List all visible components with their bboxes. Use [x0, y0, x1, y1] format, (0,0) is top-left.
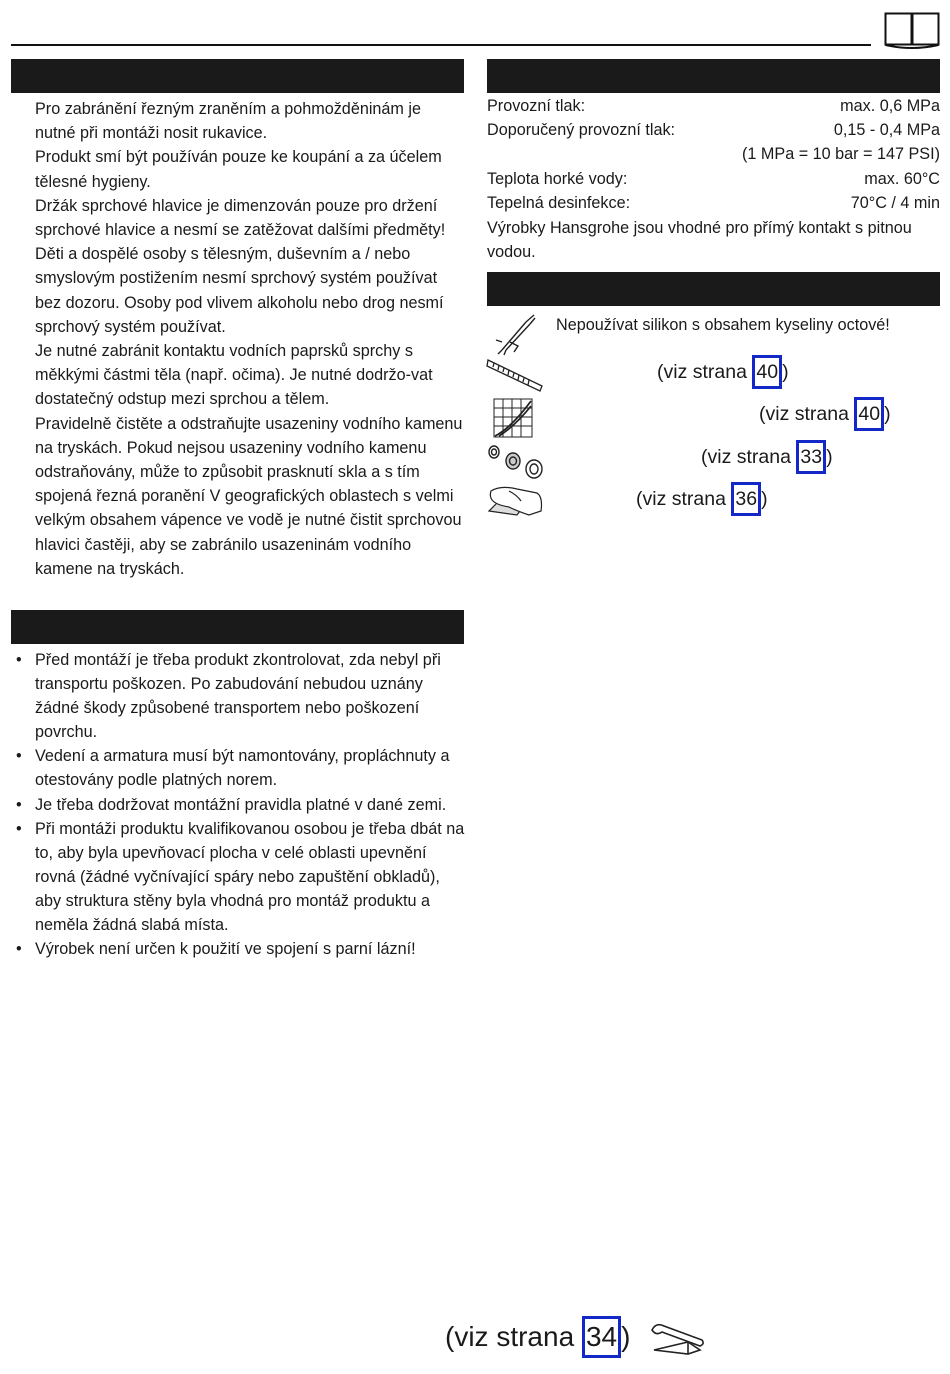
list-item: • Výrobek není určen k použití ve spojení s parní lázní!	[14, 937, 466, 961]
list-item: • Před montáží je třeba produkt zkontrolovat, zda nebyl při transportu poškozen. Po zabudování nebudou uznány žádné škody způsobené transportem nebo poškození povrchu.	[14, 648, 466, 744]
page-link[interactable]: 33	[796, 440, 826, 474]
technical-data-section-bar	[487, 59, 940, 93]
installation-list	[14, 648, 466, 961]
spec-value: 70°C / 4 min	[850, 193, 940, 212]
spec-row	[487, 94, 940, 118]
page-reference: (viz strana 40 )	[759, 397, 891, 431]
flow-diagram-icon	[493, 398, 533, 438]
top-rule	[11, 44, 871, 46]
list-item: • Je třeba dodržovat montážní pravidla platné v dané zemi.	[14, 793, 466, 817]
safety-paragraph: Pro zabránění řezným zraněním a pohmožděninám je nutné při montáži nosit rukavice.	[35, 100, 422, 143]
spec-note: Výrobky Hansgrohe jsou vhodné pro přímý kontakt s pitnou vodou.	[487, 219, 912, 262]
book-icon	[884, 12, 940, 50]
safety-paragraph: Držák sprchové hlavice je dimenzován pouze pro držení sprchové hlavice a nesmí se zatěžovat dalšími předměty!	[35, 196, 446, 240]
safety-section-bar	[11, 59, 464, 93]
spec-value: 0,15 - 0,4 MPa	[833, 121, 940, 140]
footer-page-reference: (viz strana 34 )	[445, 1316, 630, 1358]
silicone-warning: Nepoužívat silikon s obsahem kyseliny octové!	[556, 316, 890, 334]
spec-row	[487, 167, 940, 191]
spec-value: max. 0,6 MPa	[840, 97, 940, 115]
page-link[interactable]: 36	[731, 482, 761, 516]
technical-data	[487, 94, 940, 264]
page-reference: (viz strana 36 )	[636, 482, 768, 516]
safety-paragraph: Produkt smí být používán pouze ke koupání a za účelem tělesné hygieny.	[35, 148, 442, 191]
silicone-gun-icon	[490, 312, 538, 356]
page-reference: (viz strana 33 )	[701, 440, 833, 474]
spec-value: (1 MPa = 10 bar = 147 PSI)	[742, 145, 940, 164]
spec-label: Tepelná desinfekce:	[487, 193, 631, 212]
spec-label: Doporučený provozní tlak:	[487, 121, 676, 140]
page-link[interactable]: 40	[752, 355, 782, 389]
connector-parts-icon	[487, 443, 545, 479]
page-reference: (viz strana 40 )	[657, 355, 789, 389]
cleaning-hand-icon	[487, 481, 545, 521]
page-link[interactable]: 34	[582, 1316, 621, 1358]
safety-text	[35, 97, 465, 581]
safety-paragraph: Děti a dospělé osoby s tělesným, duševním a / nebo smyslovým postižením nesmí sprchový systém používat bez dozoru. Osoby pod vlivem alkoholu nebo drog nesmí sprchový systém používat.	[35, 245, 444, 336]
list-item: • Při montáži produktu kvalifikovanou osobou je třeba dbát na to, aby byla upevňovací plocha v celé oblasti upevnění rovná (žádné vyčnívající spáry nebo zapuštění obkladů), aby struktura stěny byla vhodná pro montáž produktu a neměla žádná slabá místa.	[14, 817, 466, 937]
spec-label: Provozní tlak:	[487, 97, 586, 115]
safety-paragraph: Je nutné zabránit kontaktu vodních paprsků sprchy s měkkými částmi těla (např. očima). Je nutné dodržo-vat dostatečný odstup mezi sprchou a tělem.	[35, 342, 433, 409]
spec-row	[487, 118, 940, 142]
tools-icon	[648, 1320, 706, 1358]
spec-row	[487, 142, 940, 166]
spec-row	[487, 191, 940, 215]
page-link[interactable]: 40	[854, 397, 884, 431]
spec-value: max. 60°C	[864, 169, 940, 188]
symbols-section-bar	[487, 272, 940, 306]
spec-label: Teplota horké vody:	[487, 169, 628, 188]
ruler-icon	[486, 356, 544, 392]
list-item: • Vedení a armatura musí být namontovány, propláchnuty a otestovány podle platných norem.	[14, 744, 466, 792]
safety-paragraph: Pravidelně čistěte a odstraňujte usazeniny vodního kamenu na tryskách. Pokud nejsou usazeniny vodního kamenu odstraňovány, může to způsobit prasknutí skla a s tím spojená řezná poranění V geografických oblastech s velmi velkým obsahem vápence ve vodě je nutné čistit sprchovou hlavici častěji, aby se zabránilo usazeninám vodního kamene na tryskách.	[35, 414, 463, 578]
installation-section-bar	[11, 610, 464, 644]
